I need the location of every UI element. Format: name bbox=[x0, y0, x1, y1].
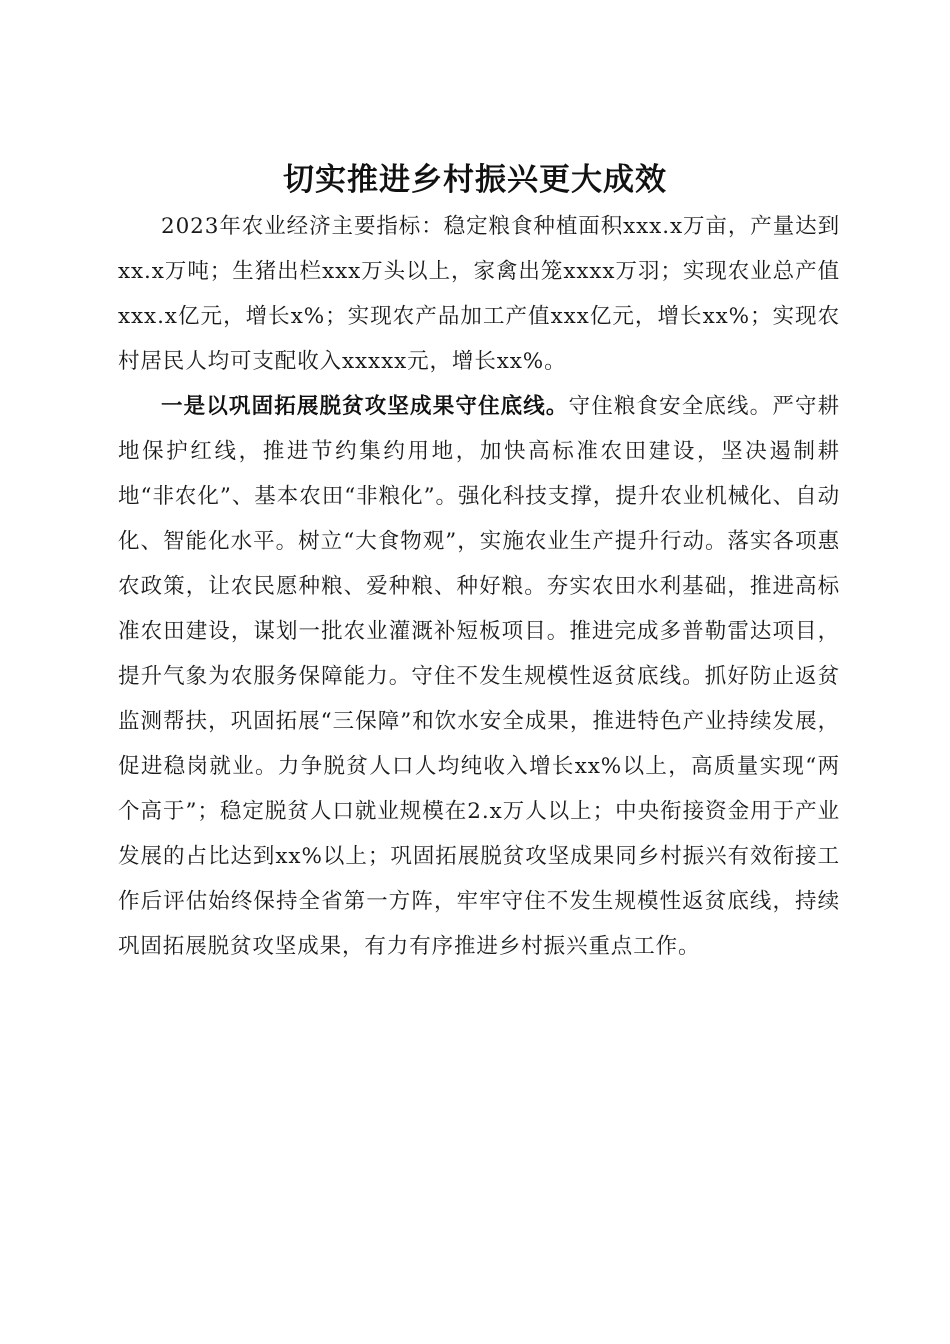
document-body bbox=[118, 204, 840, 969]
paragraph-poverty-consolidation-text: 守住粮食安全底线。严守耕地保护红线，推进节约集约用地，加快高标准农田建设，坚决遏制耕地“非农化”、基本农田“非粮化”。强化科技支撑，提升农业机械化、自动化、智能化水平。树立“大食物观”，实施农业生产提升行动。落实各项惠农政策，让农民愿种粮、爱种粮、种好粮。夯实农田水利基础，推进高标准农田建设，谋划一批农业灌溉补短板项目。推进完成多普勒雷达项目，提升气象为农服务保障能力。守住不发生规模性返贫底线。抓好防止返贫监测帮扶，巩固拓展“三保障”和饮水安全成果，推进特色产业持续发展，促进稳岗就业。力争脱贫人口人均纯收入增长xx%以上，高质量实现“两个高于”；稳定脱贫人口就业规模在2.x万人以上；中央衔接资金用于产业发展的占比达到xx%以上；巩固拓展脱贫攻坚成果同乡村振兴有效衔接工作后评估始终保持全省第一方阵，牢牢守住不发生规模性返贫底线，持续巩固拓展脱贫攻坚成果，有力有序推进乡村振兴重点工作。 bbox=[118, 394, 840, 959]
paragraph-indicators-text: 2023年农业经济主要指标：稳定粮食种植面积xxx.x万亩，产量达到xx.x万吨；生猪出栏xxx万头以上，家禽出笼xxxx万羽；实现农业总产值xxx.x亿元，增长x%；实现农产品加工产值xxx亿元，增长xx%；实现农村居民人均可支配收入xxxxx元，增长xx%。 bbox=[118, 214, 840, 374]
document-title: 切实推进乡村振兴更大成效 bbox=[283, 161, 667, 198]
paragraph-poverty-consolidation bbox=[118, 384, 840, 969]
paragraph-lead-heading: 一是以巩固拓展脱贫攻坚成果守住底线。 bbox=[161, 394, 569, 419]
paragraph-indicators bbox=[118, 204, 840, 384]
